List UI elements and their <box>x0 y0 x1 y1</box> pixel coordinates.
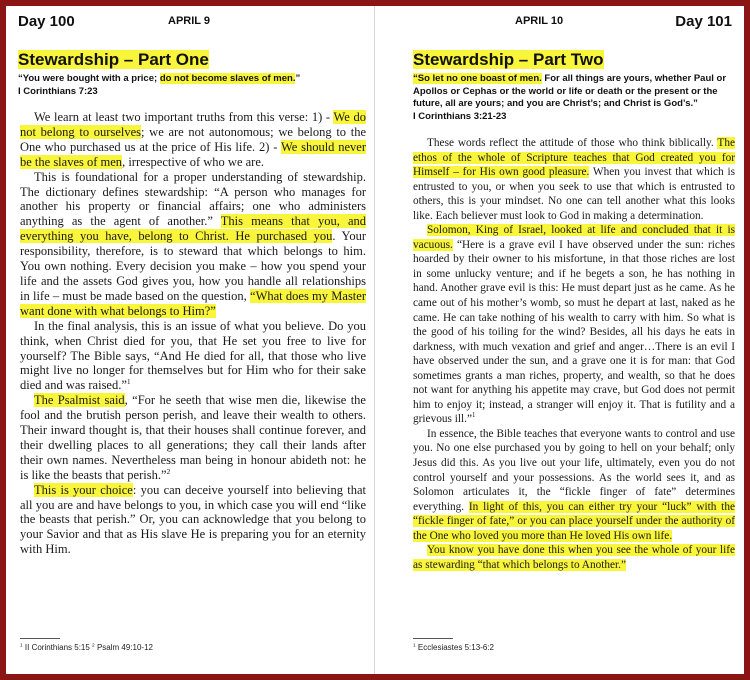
left-paragraph-1: We learn at least two important truths from this verse: 1) - We do not belong to ourselves; we are not autonomous; we belong to the One who purchased us at the price of His life. 2) - We should never be the slaves of men, irrespective of who we are. <box>20 110 367 169</box>
left-footnotes: $^1$ II Corinthians 5:15 $^2$ Psalm 49:10-12 <box>20 643 153 652</box>
right-footnote-rule <box>413 638 453 639</box>
right-paragraph-2: Solomon, King of Israel, looked at life and concluded that it is vacuous. “Here is a grave evil I have observed under the sun: riches hoarded by their owner to his misfortune, in that those riches are lost in some unlucky venture; and if he begets a son, he has nothing in hand. Another grave evil is this: He must depart just as he came. As he came out of his mother’s womb, so must he depart at last, naked as he came. He can take nothing of his wealth to carry with him. So what is the good of his toiling for the wind? Besides, all his days he eats in darkness, with much vexation and grief and anger…There is an evil I have observed under the sun, and a grave one it is for man: that God sometimes grants a man riches, property, and wealth, so that he does not want for anything his appetite may crave, but God does not permit him to enjoy it; instead, a stranger will enjoy it. That is futility and a grievous ill.”$^1$ <box>413 224 735 426</box>
right-date: APRIL 10 <box>515 15 564 27</box>
left-title: Stewardship – Part One <box>18 50 209 69</box>
left-verse: “You were bought with a price; do not become slaves of men.” I Corinthians 7:23 <box>18 73 301 97</box>
left-page <box>6 6 375 674</box>
left-paragraph-5: This is your choice: you can deceive yourself into believing that all you are and have belongs to you, in which case you will end “like the beasts that perish.” Or, you can acknowledge that you belong to your Savior and that as His slave He is preparing you for an eternity with Him. <box>20 482 366 557</box>
left-body <box>20 110 366 557</box>
right-paragraph-4: You know you have done this when you see the whole of your life as stewarding “that which belongs to Another.” <box>413 544 735 571</box>
left-page-header <box>6 11 374 33</box>
left-date: APRIL 9 <box>168 15 210 27</box>
right-verse-ref: I Corinthians 3:21-23 <box>413 110 507 122</box>
left-verse-ref: I Corinthians 7:23 <box>18 85 98 97</box>
left-paragraph-4: The Psalmist said, “For he seeth that wise men die, likewise the fool and the brutish person perish, and leave their wealth to others. Their inward thought is, that their houses shall continue forever, and their dwelling places to all generations; they call their lands after their own names. Nevertheless man being in honour abideth not: he is like the beasts that perish.”$^2$ <box>20 393 366 482</box>
right-body <box>413 136 735 572</box>
right-title: Stewardship – Part Two <box>413 50 604 69</box>
right-footnotes: $^1$ Ecclesiastes 5:13-6:2 <box>413 643 494 652</box>
left-day-number: Day 100 <box>18 13 75 30</box>
right-page <box>375 6 744 674</box>
right-paragraph-1: These words reflect the attitude of those who think biblically. The ethos of the whole of Scripture teaches that God created you for Himself – for His own good pleasure. When you invest that which is entrusted to you, or when you seek to use that which is entrusted to others, this is your mindset. No one can tell another what this looks like. Each believer must look to God in making a determination. <box>413 137 735 222</box>
left-paragraph-2: This is foundational for a proper understanding of stewardship. The dictionary defines stewardship: “A person who manages for another his property or financial affairs; one who administers anything as the agent of another.” This means that you, and everything you have, belong to Christ. He purchased you. Your responsibility, therefore, is to steward that which belongs to him. You own nothing. Every decision you make – how you spend your life and the assets God gives you, how you handle all relationships in life – must be made based on the question, “What does my Master want done with what belongs to Him?” <box>20 169 366 318</box>
right-day-number: Day 101 <box>675 13 732 30</box>
left-paragraph-3: In the final analysis, this is an issue of what you believe. Do you think, when Christ died for you, that He set you free to live for yourself? The Bible says, “And He died for all, that those who live might live no longer for themselves but for Him who for their sake died and was raised.”$^1$ <box>20 318 366 393</box>
right-paragraph-3: In essence, the Bible teaches that everyone wants to control and use you. No one else purchased you by going to hell on your behalf; only Jesus did this. As you live out your life, ultimately, even you do not control yourself and your possessions. As the world sees it, and as Solomon articulates it, the “fickle finger of fate” determines everything. In light of this, you can either try your “luck” with the “fickle finger of fate,” or you can place yourself under the authority of the One who loved you more than He loved His own life. <box>413 427 735 542</box>
left-footnote-rule <box>20 638 60 639</box>
book-spread <box>6 6 744 674</box>
right-verse: “So let no one boast of men. For all things are yours, whether Paul or Apollos or Cephas or the world or life or death or the present or the future, all are yours; and you are Christ’s; and Christ is God’s.” I Corinthians 3:21-23 <box>413 73 727 122</box>
right-page-header <box>375 11 744 33</box>
